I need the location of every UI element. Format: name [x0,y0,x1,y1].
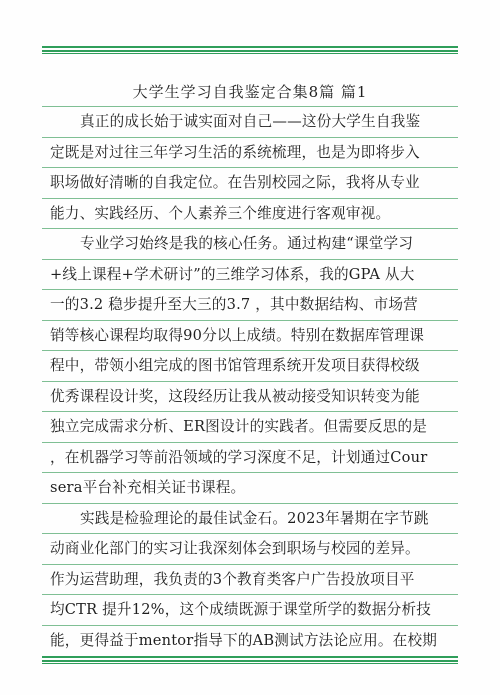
text-line: sera平台补充相关证书课程。 [50,479,246,496]
text-line: 优秀课程设计奖，这段经历让我从被动接受知识转变为能 [50,387,420,405]
top-border-line [42,46,458,48]
text-line: 专业学习始终是我的核心任务。通过构建“课堂学习 [80,235,414,252]
text-line: 动商业化部门的实习让我深刻体会到职场与校园的差异。 [50,540,420,557]
text-line: ，在机器学习等前沿领域的学习深度不足，计划通过Cour [50,448,428,466]
text-line: 定既是对过往三年学习生活的系统梳理，也是为即将步入 [50,143,420,161]
text-line: 独立完成需求分析、ER图设计的实践者。但需要反思的是 [50,418,428,435]
bottom-border-line [42,663,458,664]
bottom-border-line [42,656,458,658]
top-border [42,46,458,55]
text-line: 真正的成长始于诚实面对自己——这份大学生自我鉴 [80,113,421,130]
text-line: 程中，带领小组完成的图书馆管理系统开发项目获得校级 [50,357,420,374]
text-line: 能力、实践经历、个人素养三个维度进行客观审视。 [50,204,391,222]
text-line: 销等核心课程均取得90分以上成绩。特别在数据库管理课 [50,326,425,344]
text-line: 实践是检验理论的最佳试金石。2023年暑期在字节跳 [80,509,429,527]
text-line: +线上课程+学术研讨”的三维学习体系，我的GPA 从大 [50,265,415,283]
text-line: 作为运营助理，我负责的3个教育类客户广告投放项目平 [50,570,415,588]
text-line: 职场做好清晰的自我定位。在告别校园之际，我将从专业 [50,174,420,191]
top-border-line [42,50,458,52]
top-border-line [42,53,458,54]
document-title: 大学生学习自我鉴定合集8篇 篇1 [132,83,368,101]
bottom-border [42,656,458,665]
document-body [50,107,450,656]
text-line: 能，更得益于mentor指导下的AB测试方法论应用。在校期 [50,631,438,649]
bottom-border-line [42,660,458,662]
text-line: 均CTR 提升12%，这个成绩既源于课堂所学的数据分析技 [50,601,432,618]
text-line: 一的3.2 稳步提升至大三的3.7 ，其中数据结构、市场营 [50,296,418,313]
